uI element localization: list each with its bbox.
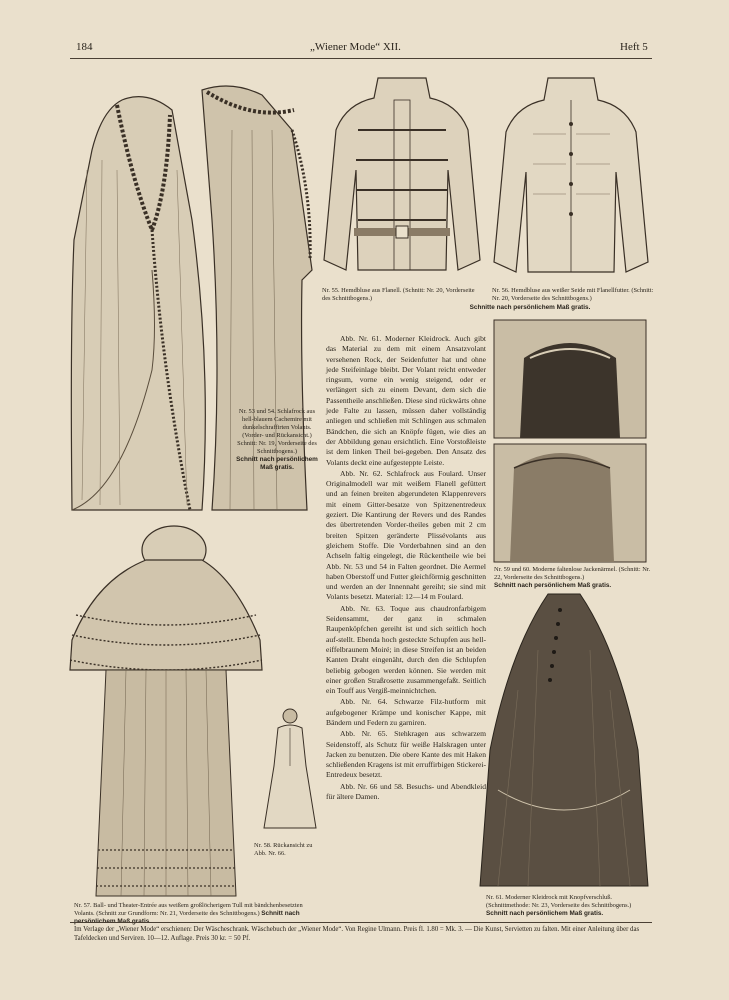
footer-rule [70, 922, 652, 923]
caption-fig-53-54: Nr. 53 und 54. Schlafrock aus hell-blauem Cachemire mit dunkelschraffirten Volants. (Vorder- und Rückansicht.) Schnitt: Nr. 19, Vorderseite des Schnittbogens.) Schnitt nach persönlichem Maß gratis. [236, 408, 318, 471]
caption-fig-57: Nr. 57. Ball- und Theater-Entrée aus weißem großlöcherigem Tull mit bändchenbesetzten Volants. (Schnitt zur Grundform: Nr. 21, Vorderseite des Schnittbogens.) Schnitt nach [74, 902, 318, 926]
article-column-upper [326, 334, 486, 803]
caption-fig-59-60: Nr. 59 und 60. Moderne faltenlose Jackenärmel. (Schnitt: Nr. 22, Vorderseite des Schnittbogens.) Schnitt nach persönlichem Maß gratis. [494, 566, 651, 589]
caption-fig-58: Nr. 58. Rückansicht zu Abb. Nr. 66. [254, 842, 313, 857]
article-paragraph-5: Abb. Nr. 65. Stehkragen aus schwarzem Seidenstoff, als Schutz für weiße Halskragen unter Jacken zu benutzen. Die obere Kante des mit Haken schließenden Kragens ist mit erruffirbigen Stickerei-Entredeux besetzt. [326, 729, 486, 780]
running-title: „Wiener Mode“ XII. [310, 41, 401, 53]
silk-blouse-illustration [488, 74, 654, 282]
article-paragraph-4: Abb. Nr. 64. Schwarze Filz-hutform mit aufgebogener Krämpe und konischer Kappe, mit Bändern und Federn zu garniren. [326, 697, 486, 727]
caption-fig-61: Nr. 61. Moderner Kleidrock mit Knopfverschluß. (Schnittmethode: Nr. 23, Vorderseite des Schnittbogens.) Schnitt nach persönlichem Maß gratis. [486, 894, 632, 917]
sleeve-illustrations [490, 318, 650, 566]
back-view-illustration [262, 706, 318, 830]
caption-fig-57-note: Schnitt nach [261, 910, 300, 917]
caption-fig-59-60-note: Schnitt nach persönlichem Maß gratis. [494, 582, 612, 589]
article-paragraph-2: Abb. Nr. 62. Schlafrock aus Foulard. Unser Originalmodell war mit weißem Flanell gefüttert und an feinen breiten abgerundeten Klappenrevers mit einem Gitter-besatze von Spitzenentredeux geziert. Die Kantirung der Revers und des Randes des übertretenden Vorder-theiles geben mit 2 cm breiten Spitzen geränderte Plissévolants aus gleichem Stoffe. Die Vorderbahnen sind an den Achseln faltig eingelegt, die Rückentheile wie bei Abb. Nr. 53 und 54 in Falten geordnet. Die Aermel haben Oberstoff und Futter gleichförmig geschnitten und werden an der Innennaht gereiht; sie sind mit Volants besetzt. Material: 12—14 m Foulard. [326, 468, 486, 602]
caption-fig-55-56-note: Schnitte nach persönlichem Maß gratis. [469, 304, 591, 311]
article-paragraph-6: Abb. Nr. 66 und 58. Besuchs- und Abendkleid für ältere Damen. [326, 781, 486, 802]
caption-fig-56: Nr. 56. Hemdbluse aus weißer Seide mit Flanellfutter. (Schnitt: Nr. 20, Vorderseite des Schnittbogens.) [492, 287, 654, 302]
flannel-blouse-illustration [318, 70, 486, 282]
article-paragraph-3: Abb. Nr. 63. Toque aus chaudronfarbigem Seidensammt, der ganz in schmalen Raupenköpfchen gereiht ist und sich seitlich hoch auf-stellt. Ebenda hoch gesteckte Schupfen aus hell-eiffelbraunem Moiré; in diese Streifen ist an beiden Kanten Draht eingenäht, durch den die Schlupfen beliebig gebogen werden können. Sie werden mit einer großen Straßrosette zusammengefaßt. Seitlich ein Touff aus Vergiß-meinnichtchen. [326, 603, 486, 696]
page-number: 184 [76, 41, 93, 53]
theatre-cape-illustration [66, 520, 266, 900]
caption-fig-55: Nr. 55. Hemdbluse aus Flanell. (Schnitt: Nr. 20, Vorderseite des Schnittbogens.) [322, 287, 475, 302]
skirt-illustration [478, 590, 650, 890]
caption-fig-61-note: Schnitt nach persönlichem Maß gratis. [486, 910, 604, 917]
publisher-notice: Im Verlage der „Wiener Mode“ erschienen: Der Wäscheschrank. Wäschebuch der „Wiener Mode“. Von Regine Ulmann. Preis fl. 1.80 = Mk. 3. — Die Kunst, Servietten zu falten. Mit einer Anleitung über das Tafeldecken und Serviren. 10—12. Auflage. Preis 30 kr. = 50 Pf. [74, 926, 640, 942]
article-paragraph-1: Abb. Nr. 61. Moderner Kleidrock. Auch gibt das Material zu dem mit einem Ansatzvolant versehenen Rock, der Seidenfutter hat und ohne jede Steifeinlage bleibt. Der Volant reicht entweder ringsum, vorne ein wenig steigend, oder er verlängert sich zu einem Devant, dem sich die Passentheile anschließen. Diese sind rückwärts ohne jede Falte zu lassen, müssen daher vollständig anliegen und schließen mit Schlingen aus schmalen Bändchen, die sich an Knöpfe fügen, wie dies an der Abbildung genau ersichtlich. Eine Vorstoßleiste ist dem linken Theil bei-gegeben. Den Ansatz des Volants deckt eine aufgesteppte Leiste. [326, 334, 486, 467]
issue-label: Heft 5 [620, 41, 648, 53]
header-rule [70, 58, 652, 59]
caption-fig-53-54-note: Schnitt nach persönlichem Maß gratis. [236, 456, 318, 471]
